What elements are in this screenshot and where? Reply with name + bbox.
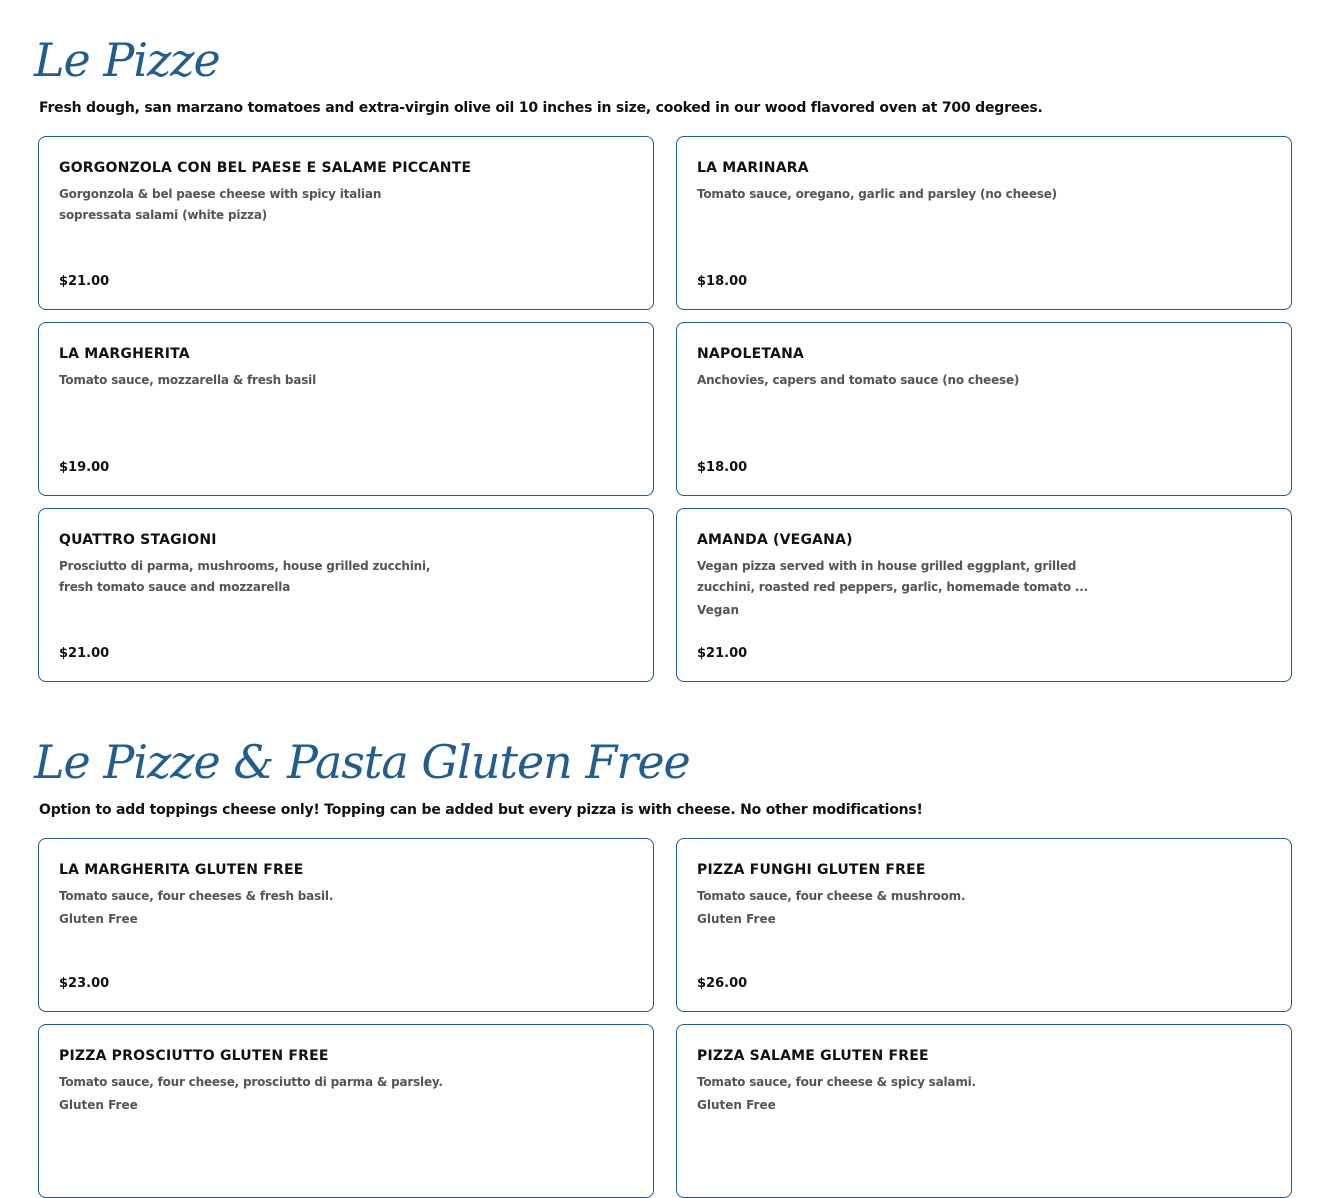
menu-item-price: $21.00 (59, 646, 110, 661)
menu-item-card[interactable] (676, 1024, 1292, 1198)
menu-item-description: Tomato sauce, oregano, garlic and parsley (no cheese) (697, 187, 1057, 201)
dietary-tag: Gluten Free (59, 1098, 138, 1112)
menu-item-name: LA MARGHERITA GLUTEN FREE (59, 862, 304, 878)
section-title: Le Pizze & Pasta Gluten Free (34, 735, 690, 789)
menu-item-card[interactable] (38, 136, 654, 310)
menu-item-card[interactable] (676, 136, 1292, 310)
menu-item-price: $26.00 (697, 976, 748, 991)
menu-item-name: PIZZA FUNGHI GLUTEN FREE (697, 862, 926, 878)
menu-item-card[interactable] (38, 838, 654, 1012)
menu-item-card[interactable] (38, 322, 654, 496)
menu-item-name: QUATTRO STAGIONI (59, 532, 217, 548)
menu-item-description: Tomato sauce, four cheese & spicy salami. (697, 1075, 976, 1089)
menu-item-name: LA MARGHERITA (59, 346, 190, 362)
menu-item-name: PIZZA PROSCIUTTO GLUTEN FREE (59, 1048, 329, 1064)
menu-item-description: Gorgonzola & bel paese cheese with spicy italian sopressata salami (white pizza) (59, 187, 382, 222)
dietary-tag: Gluten Free (697, 1098, 776, 1112)
menu-item-name: AMANDA (VEGANA) (697, 532, 853, 548)
menu-item-price: $21.00 (59, 274, 110, 289)
section-title: Le Pizze (34, 33, 220, 87)
dietary-tag: Vegan (697, 603, 739, 617)
menu-item-card[interactable] (676, 322, 1292, 496)
menu-item-card[interactable] (38, 1024, 654, 1198)
menu-item-name: NAPOLETANA (697, 346, 805, 362)
menu-item-name: GORGONZOLA CON BEL PAESE E SALAME PICCANTE (59, 160, 472, 176)
menu-item-price: $23.00 (59, 976, 110, 991)
menu-item-name: LA MARINARA (697, 160, 809, 176)
menu-item-price: $18.00 (697, 274, 748, 289)
section-description: Fresh dough, san marzano tomatoes and extra-virgin olive oil 10 inches in size, cooked in our wood flavored oven at 700 degrees. (39, 100, 1043, 116)
menu-item-description: Anchovies, capers and tomato sauce (no cheese) (697, 373, 1020, 387)
menu-item-card[interactable] (38, 508, 654, 682)
menu-item-description: Tomato sauce, four cheese, prosciutto di parma & parsley. (59, 1075, 443, 1089)
menu-item-description: Vegan pizza served with in house grilled eggplant, grilled zucchini, roasted red peppers, garlic, homemade tomato ... (697, 559, 1088, 594)
menu-item-grid (38, 136, 1292, 682)
dietary-tag: Gluten Free (697, 912, 776, 926)
menu-item-price: $18.00 (697, 460, 748, 475)
menu-item-grid (38, 838, 1292, 1198)
menu-item-description: Prosciutto di parma, mushrooms, house grilled zucchini, fresh tomato sauce and mozzarella (59, 559, 431, 594)
menu-item-card[interactable] (676, 838, 1292, 1012)
menu-item-name: PIZZA SALAME GLUTEN FREE (697, 1048, 929, 1064)
menu-section-le-pizze (34, 32, 1292, 682)
menu-item-price: $21.00 (697, 646, 748, 661)
menu-item-description: Tomato sauce, four cheeses & fresh basil. (59, 889, 334, 903)
section-description: Option to add toppings cheese only! Topping can be added but every pizza is with cheese. No other modifications! (39, 802, 923, 818)
dietary-tag: Gluten Free (59, 912, 138, 926)
menu-item-card[interactable] (676, 508, 1292, 682)
menu-item-price: $19.00 (59, 460, 110, 475)
menu-section-gluten-free (34, 734, 1292, 1198)
menu-item-description: Tomato sauce, mozzarella & fresh basil (59, 373, 316, 387)
menu-item-description: Tomato sauce, four cheese & mushroom. (697, 889, 966, 903)
